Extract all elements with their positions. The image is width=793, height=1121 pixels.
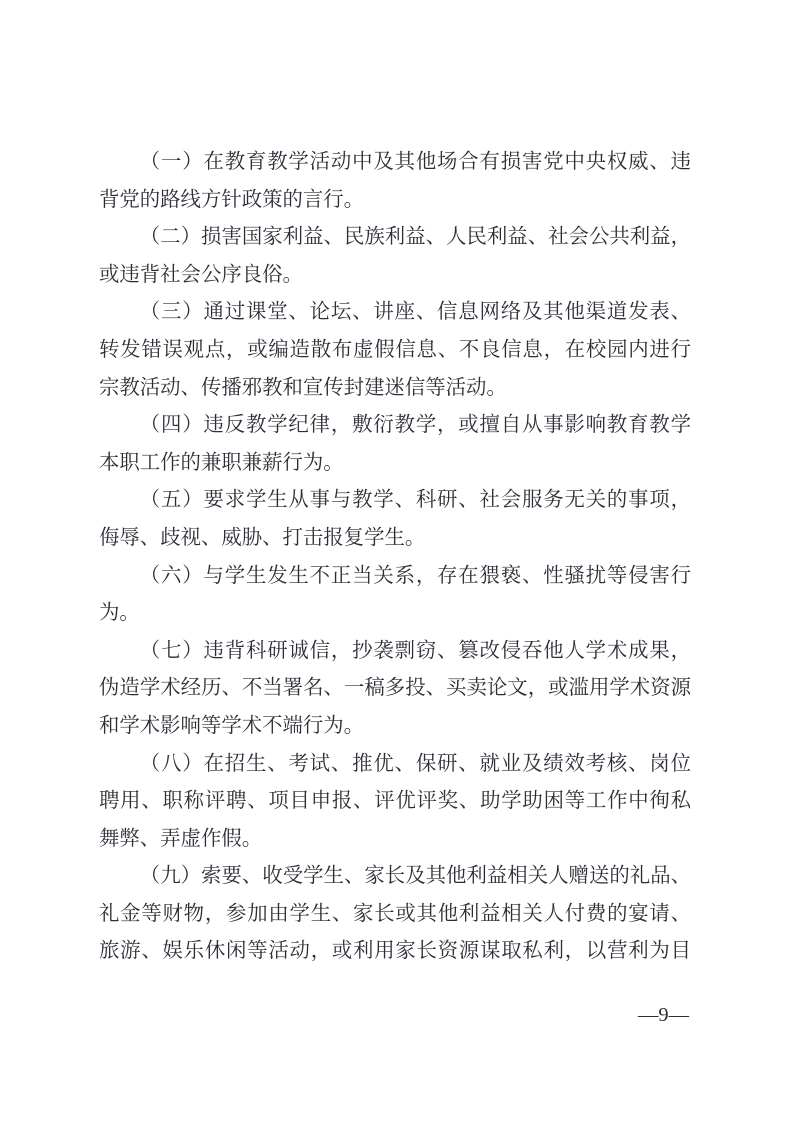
text-line: （七）违背科研诚信，抄袭剽窃、篡改侵吞他人学术成果， — [139, 639, 691, 662]
text-line: 本职工作的兼职兼薪行为。 — [99, 451, 344, 474]
text-line: 或违背社会公序良俗。 — [99, 263, 303, 286]
text-line: 聘用、职称评聘、项目申报、评优评奖、助学助困等工作中徇私 — [99, 790, 691, 813]
text-line: 宗教活动、传播邪教和宣传封建迷信等活动。 — [99, 376, 507, 399]
text-line: 为。 — [99, 602, 140, 625]
text-line: 伪造学术经历、不当署名、一稿多投、买卖论文，或滥用学术资源 — [99, 677, 691, 700]
text-line: 背党的路线方针政策的言行。 — [99, 188, 365, 211]
text-line: （四）违反教学纪律，敷衍教学，或擅自从事影响教育教学 — [139, 414, 691, 437]
text-line: （三）通过课堂、论坛、讲座、信息网络及其他渠道发表、 — [139, 301, 691, 324]
text-line: 侮辱、歧视、威胁、打击报复学生。 — [99, 526, 426, 549]
text-line: 礼金等财物，参加由学生、家长或其他利益相关人付费的宴请、 — [99, 902, 691, 925]
document-body — [99, 144, 691, 971]
text-line: 舞弊、弄虚作假。 — [99, 827, 263, 850]
text-line: （九）索要、收受学生、家长及其他利益相关人赠送的礼品、 — [139, 865, 691, 888]
text-line: 和学术影响等学术不端行为。 — [99, 714, 365, 737]
text-line: 转发错误观点，或编造散布虚假信息、不良信息，在校园内进行 — [99, 338, 691, 361]
text-line: 旅游、娱乐休闲等活动，或利用家长资源谋取私利，以营利为目 — [99, 940, 691, 963]
page-number: —9— — [638, 1004, 689, 1026]
text-line: （八）在招生、考试、推优、保研、就业及绩效考核、岗位 — [139, 752, 691, 775]
text-line: （二）损害国家利益、民族利益、人民利益、社会公共利益， — [139, 226, 691, 249]
text-line: （一）在教育教学活动中及其他场合有损害党中央权威、违 — [139, 151, 691, 173]
text-line: （五）要求学生从事与教学、科研、社会服务无关的事项， — [139, 489, 691, 512]
text-line: （六）与学生发生不正当关系，存在猥亵、性骚扰等侵害行 — [139, 564, 691, 587]
